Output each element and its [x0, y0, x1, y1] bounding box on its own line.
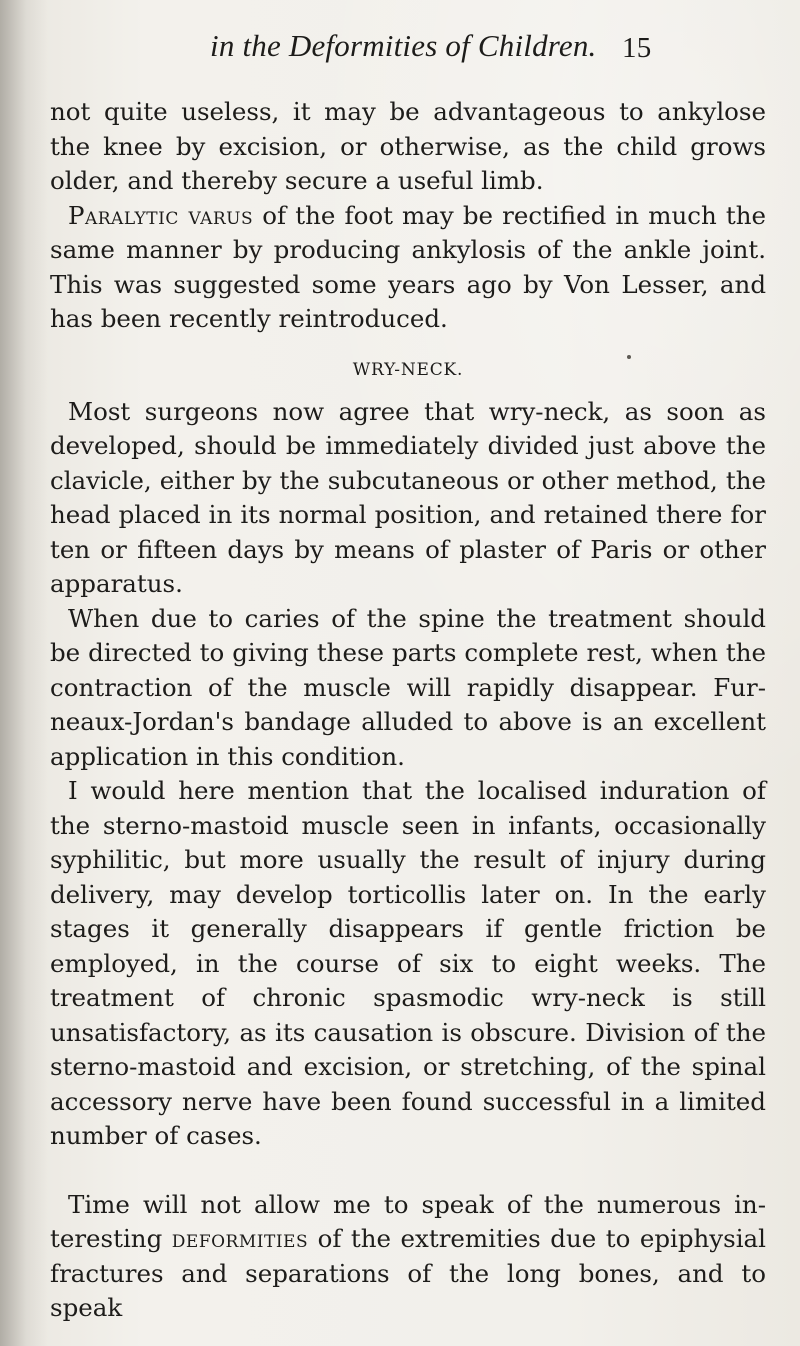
running-title: in the Deformities of Children. [210, 28, 597, 63]
paralytic-varus-lead: Paralytic varus [68, 200, 254, 230]
paragraph-6 [50, 1188, 766, 1326]
paragraph-gap [50, 1154, 766, 1188]
paragraph-2 [50, 199, 766, 337]
gutter-shadow [0, 0, 48, 1346]
paragraph-4: When due to caries of the spine the treatment should be directed to giving these parts complete rest, when the contraction of the muscle will rapidly disappear. Fur-neaux-Jordan's bandage alluded to above is an excellent application in this condition. [50, 603, 766, 771]
paragraph-2-text: of the foot may be rectified in much the same manner by producing ankylosis of the ankle joint. This was suggested some years ago by Von Lesser, and has been recently reintroduced. [50, 200, 766, 333]
section-heading: WRY-NECK. [352, 359, 464, 380]
deformities-emphasis: deformities [171, 1224, 309, 1253]
paragraph-3: Most surgeons now agree that wry-neck, as soon as developed, should be immediately divided just above the clavicle, either by the subcutaneous or other method, the head placed in its normal position, and retained there for ten or fifteen days by means of plaster of Paris or other apparatus. [50, 396, 766, 598]
paragraph-5: I would here mention that the localised induration of the sterno-mastoid muscle seen in infants, occasionally syphilitic, but more usually the result of injury during delivery, may develop torticollis later on. In the early stages it generally disappears if gentle friction be employed, in the course of six to eight weeks. The treatment of chronic spasmodic wry-neck is still unsatisfactory, as its causation is obscure. Division of the sterno-mastoid and excision, or stretching, of the spinal accessory nerve have been found successful in a limited number of cases. [50, 776, 766, 1150]
running-header [210, 18, 652, 70]
paragraph-6-end: of the extremities due to epiphysial fractures and separations of the long bones, and to speak [50, 1224, 766, 1322]
page-number: 15 [622, 32, 652, 64]
body-text [50, 95, 766, 1326]
paragraph-6-start: Time will not allow me to speak of the numerous in-teresting [50, 1189, 766, 1253]
paragraph-1: not quite useless, it may be advantageous to ankylose the knee by excision, or otherwise, as the child grows older, and thereby secure a useful limb. [50, 97, 766, 195]
